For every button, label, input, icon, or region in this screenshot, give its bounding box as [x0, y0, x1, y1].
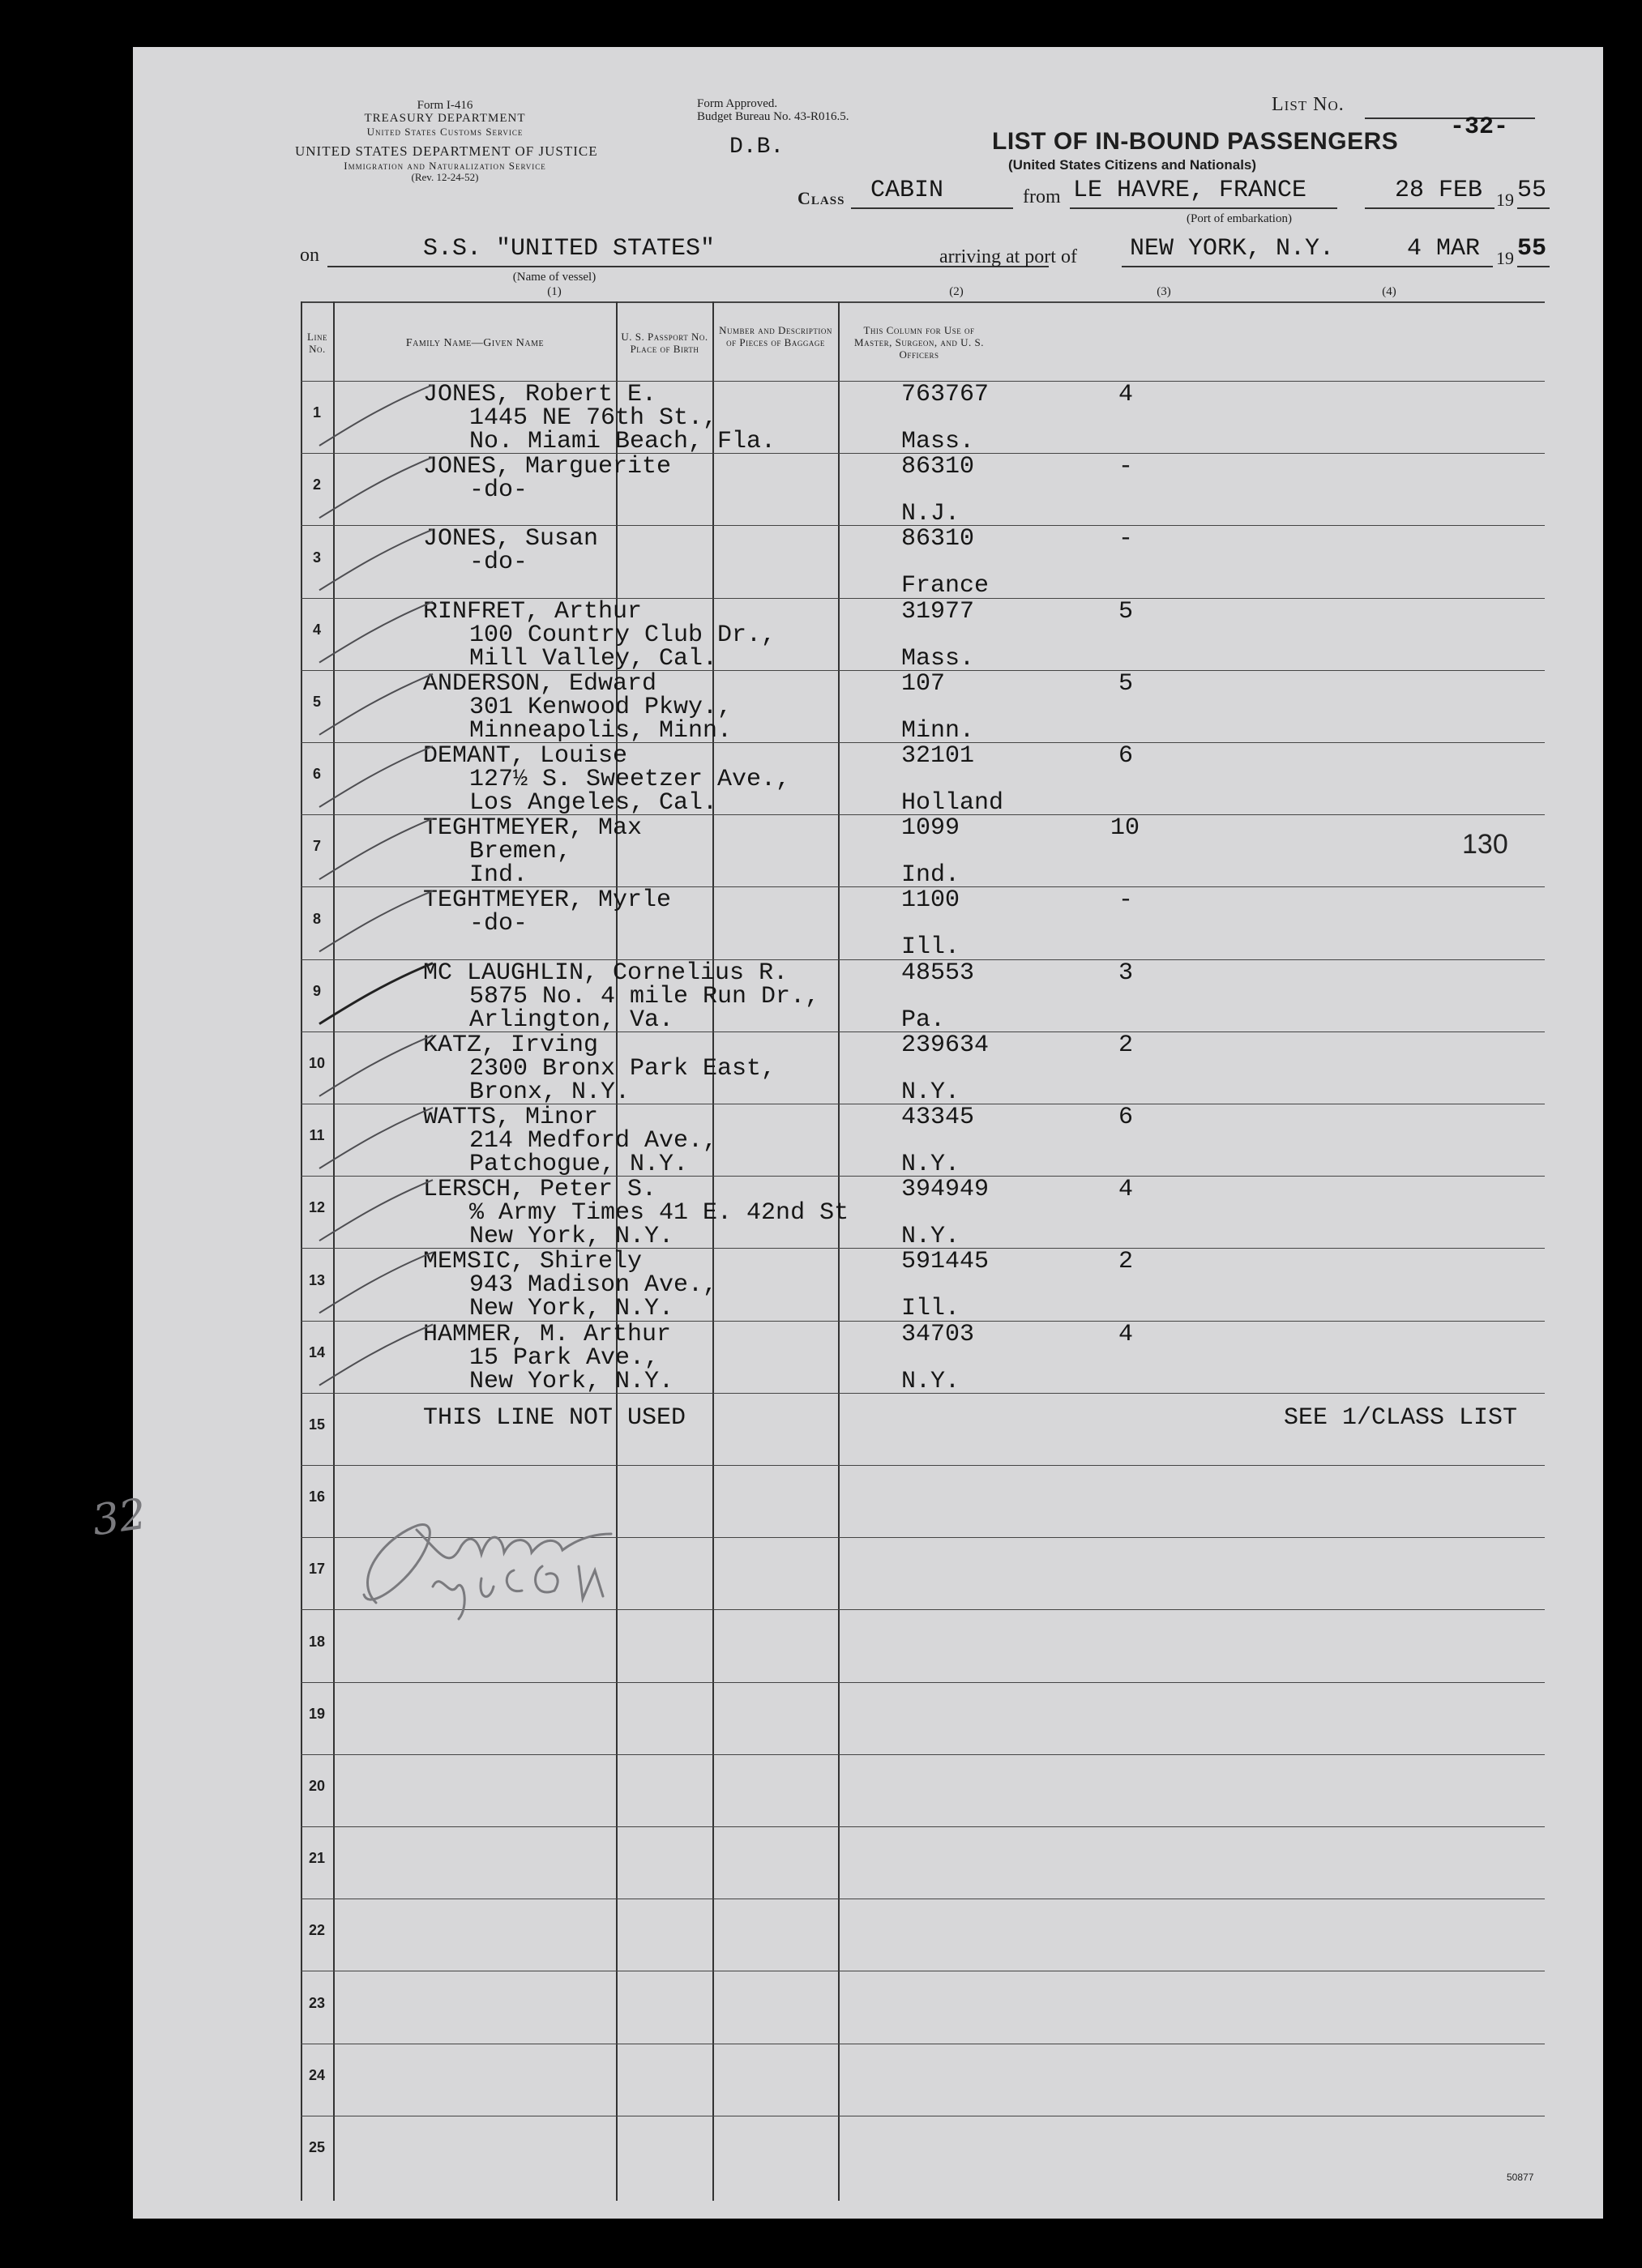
- db-stamp: D.B.: [729, 135, 785, 160]
- passenger-name: MC LAUGHLIN, Cornelius R.: [423, 959, 789, 987]
- passport-number: 1100: [901, 886, 960, 915]
- line-number: 10: [308, 1055, 326, 1071]
- justice-dept: UNITED STATES DEPARTMENT OF JUSTICE: [295, 143, 598, 159]
- passenger-address-1: 5875 No. 4 mile Run Dr.,: [469, 982, 820, 1010]
- passenger-name: KATZ, Irving: [423, 1031, 599, 1059]
- line-number: 4: [312, 621, 321, 638]
- baggage-count: -: [1118, 453, 1134, 481]
- passport-number: 1099: [901, 814, 960, 843]
- vessel-label: (Name of vessel): [512, 271, 597, 284]
- treasury-dept: TREASURY DEPARTMENT: [364, 112, 526, 125]
- check-mark: [319, 818, 433, 879]
- place-of-birth: N.Y.: [901, 1223, 960, 1251]
- margin-note: 32: [89, 1489, 150, 1546]
- passenger-name: HAMMER, M. Arthur: [423, 1320, 672, 1348]
- place-of-birth: Pa.: [901, 1006, 946, 1034]
- line-number: 12: [308, 1199, 326, 1216]
- list-number: -32-: [1450, 113, 1509, 141]
- line-number: 23: [308, 1994, 326, 2011]
- check-mark: [319, 385, 433, 446]
- line-number: 5: [312, 694, 321, 710]
- form-approved: Form Approved.: [697, 97, 778, 110]
- check-mark: [319, 891, 433, 951]
- baggage-count: 3: [1118, 959, 1134, 987]
- passenger-name: MEMSIC, Shirely: [423, 1248, 643, 1276]
- passenger-address-2: New York, N.Y.: [469, 1223, 674, 1251]
- line-number: 1: [312, 404, 321, 421]
- line-number: 9: [312, 982, 321, 999]
- col2-number: (2): [949, 285, 964, 298]
- line-number: 6: [312, 766, 321, 783]
- arrival-year: 55: [1517, 235, 1547, 263]
- passenger-address-2: New York, N.Y.: [469, 1367, 674, 1395]
- list-no-label: List No.: [1272, 94, 1345, 115]
- line-number: 22: [308, 1922, 326, 1939]
- header-baggage: Number and Description of Pieces of Baggage: [719, 324, 832, 348]
- line-number: 8: [312, 910, 321, 927]
- line-number: 19: [308, 1705, 326, 1722]
- line-number: 17: [308, 1561, 326, 1578]
- passenger-address-2: Patchogue, N.Y.: [469, 1151, 689, 1178]
- check-mark: [319, 1036, 433, 1096]
- place-of-birth: Mass.: [901, 428, 975, 455]
- header-passport: U. S. Passport No. Place of Birth: [621, 331, 708, 355]
- customs-service: United States Customs Service: [366, 126, 524, 138]
- passenger-name: THIS LINE NOT USED: [423, 1403, 686, 1432]
- passenger-name: ANDERSON, Edward: [423, 669, 657, 698]
- port-embarkation-label: (Port of embarkation): [1187, 212, 1292, 225]
- passenger-name: TEGHTMEYER, Myrle: [423, 886, 672, 915]
- passenger-name: RINFRET, Arthur: [423, 597, 643, 626]
- arrival-date: 4 MAR: [1407, 235, 1481, 263]
- arriving-label: arriving at port of: [939, 246, 1077, 267]
- class-value: CABIN: [870, 177, 944, 204]
- document-subtitle: (United States Citizens and Nationals): [1008, 157, 1257, 173]
- passenger-address-1: 2300 Bronx Park East,: [469, 1054, 776, 1083]
- footer-number: 50877: [1507, 2172, 1534, 2183]
- passenger-name: DEMANT, Louise: [423, 742, 628, 770]
- manifest-page: [89, 47, 1603, 2219]
- passenger-address-2: New York, N.Y.: [469, 1295, 674, 1323]
- check-mark: [319, 1252, 433, 1313]
- from-label: from: [1023, 186, 1061, 207]
- year-prefix: 19: [1496, 190, 1514, 210]
- passport-number: 31977: [901, 597, 975, 626]
- passenger-address-1: 301 Kenwood Pkwy.,: [469, 693, 733, 721]
- place-of-birth: Holland: [901, 789, 1004, 817]
- check-mark: [319, 602, 433, 663]
- ins-service: Immigration and Naturalization Service: [344, 160, 546, 172]
- place-of-birth: France: [901, 572, 990, 600]
- col1-number: (1): [547, 285, 562, 298]
- departure-year: 55: [1517, 177, 1547, 204]
- passenger-address-2: Ind.: [469, 861, 528, 890]
- place-of-birth: Ind.: [901, 861, 960, 890]
- place-of-birth: Ill.: [901, 933, 960, 962]
- line-number: 2: [312, 476, 321, 493]
- baggage-count: 6: [1118, 742, 1134, 770]
- passenger-name: JONES, Marguerite: [423, 453, 672, 481]
- col4-number: (4): [1382, 285, 1396, 298]
- place-of-birth: N.Y.: [901, 1367, 960, 1395]
- officer-note: 130: [1462, 829, 1508, 861]
- passenger-address-1: 943 Madison Ave.,: [469, 1271, 718, 1300]
- baggage-count: 10: [1110, 814, 1140, 843]
- document-title: LIST OF IN-BOUND PASSENGERS: [992, 128, 1399, 155]
- line-number: 16: [308, 1489, 326, 1506]
- passenger-address-2: Mill Valley, Cal.: [469, 644, 718, 673]
- line-number: 21: [308, 1850, 326, 1867]
- check-mark: [319, 746, 433, 807]
- passenger-address-1: 100 Country Club Dr.,: [469, 621, 776, 649]
- baggage-count: 2: [1118, 1248, 1134, 1276]
- passenger-address-2: Arlington, Va.: [469, 1006, 674, 1034]
- place-of-birth: Mass.: [901, 644, 975, 673]
- passport-number: 591445: [901, 1248, 990, 1276]
- place-of-birth: N.Y.: [901, 1151, 960, 1178]
- passenger-address-2: Minneapolis, Minn.: [469, 716, 733, 745]
- passport-number: 394949: [901, 1176, 990, 1204]
- col3-number: (3): [1157, 285, 1171, 298]
- passenger-address-1: % Army Times 41 E. 42nd St: [469, 1199, 849, 1228]
- departure-date: 28 FEB: [1395, 177, 1483, 204]
- baggage-count: 4: [1118, 381, 1134, 408]
- passport-number: 763767: [901, 381, 990, 408]
- check-mark: [319, 1108, 433, 1168]
- arrival-port: NEW YORK, N.Y.: [1130, 235, 1335, 263]
- line-number: 3: [312, 549, 321, 566]
- passport-number: 32101: [901, 742, 975, 770]
- pencil-check-marks: [279, 371, 603, 1506]
- passenger-address-1: Bremen,: [469, 838, 572, 866]
- header-officers: This Column for Use of Master, Surgeon, and U. S. Officers: [854, 324, 984, 361]
- baggage-count: 4: [1118, 1320, 1134, 1348]
- baggage-count: 6: [1118, 1104, 1134, 1131]
- passport-number: 86310: [901, 525, 975, 553]
- passport-number: 107: [901, 669, 946, 698]
- vessel-name: S.S. "UNITED STATES": [423, 235, 716, 263]
- check-mark: [319, 674, 433, 735]
- check-mark: [319, 457, 433, 518]
- baggage-count: 2: [1118, 1031, 1134, 1059]
- passenger-address-1: 1445 NE 76th St.,: [469, 404, 718, 432]
- year-prefix-2: 19: [1496, 248, 1514, 268]
- line-number: 18: [308, 1633, 326, 1650]
- line-number: 20: [308, 1778, 326, 1794]
- passenger-address-1: 127½ S. Sweetzer Ave.,: [469, 766, 791, 793]
- line-number: 7: [312, 838, 321, 855]
- place-of-birth: Ill.: [901, 1295, 960, 1323]
- passenger-name: JONES, Robert E.: [423, 381, 657, 408]
- baggage-count: 4: [1118, 1176, 1134, 1204]
- baggage-count: -: [1118, 886, 1134, 915]
- passenger-name: WATTS, Minor: [423, 1104, 599, 1131]
- header-line-no: Line No.: [307, 331, 327, 355]
- officer-note: SEE 1/CLASS LIST: [1284, 1403, 1518, 1432]
- passenger-address-1: 15 Park Ave.,: [469, 1343, 660, 1372]
- passport-number: 48553: [901, 959, 975, 987]
- passenger-address-1: 214 Medford Ave.,: [469, 1127, 718, 1155]
- check-mark: [319, 963, 433, 1024]
- on-label: on: [300, 245, 319, 266]
- place-of-birth: N.Y.: [901, 1078, 960, 1106]
- passenger-name: LERSCH, Peter S.: [423, 1176, 657, 1204]
- baggage-count: 5: [1118, 669, 1134, 698]
- check-mark: [319, 1325, 433, 1386]
- line-number: 25: [308, 2139, 326, 2155]
- form-number: Form I-416: [417, 99, 473, 112]
- passenger-address-1: -do-: [469, 549, 528, 577]
- check-mark: [319, 529, 433, 590]
- line-number: 24: [308, 2066, 326, 2083]
- check-mark: [319, 1180, 433, 1241]
- embarkation-port: LE HAVRE, FRANCE: [1073, 177, 1307, 204]
- passenger-address-1: -do-: [469, 910, 528, 938]
- place-of-birth: N.J.: [901, 500, 960, 528]
- passenger-address-2: No. Miami Beach, Fla.: [469, 428, 776, 455]
- line-number: 15: [308, 1416, 326, 1433]
- class-label: Class: [797, 188, 845, 208]
- place-of-birth: Minn.: [901, 716, 975, 745]
- line-number: 14: [308, 1343, 326, 1360]
- baggage-count: 5: [1118, 597, 1134, 626]
- baggage-count: -: [1118, 525, 1134, 553]
- passport-number: 239634: [901, 1031, 990, 1059]
- handwritten-signature: [319, 1457, 725, 1668]
- passenger-address-2: Bronx, N.Y.: [469, 1078, 631, 1106]
- line-number: 13: [308, 1271, 326, 1288]
- passport-number: 43345: [901, 1104, 975, 1131]
- passport-number: 86310: [901, 453, 975, 481]
- header-name: Family Name—Given Name: [405, 337, 545, 349]
- passenger-name: TEGHTMEYER, Max: [423, 814, 643, 843]
- passenger-name: JONES, Susan: [423, 525, 599, 553]
- revision: (Rev. 12-24-52): [411, 171, 479, 183]
- passenger-address-2: Los Angeles, Cal.: [469, 789, 718, 817]
- line-number: 11: [309, 1127, 325, 1144]
- passenger-address-1: -do-: [469, 476, 528, 505]
- passport-number: 34703: [901, 1320, 975, 1348]
- budget-bureau: Budget Bureau No. 43-R016.5.: [697, 110, 849, 123]
